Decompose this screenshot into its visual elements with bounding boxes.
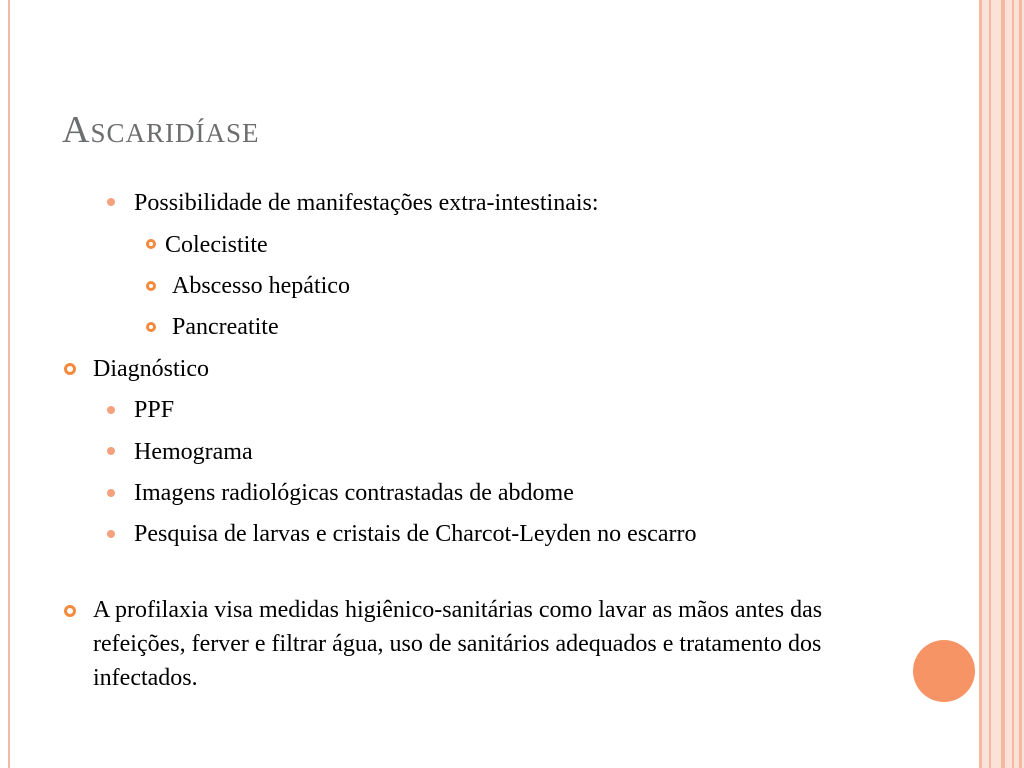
decorative-orange-circle: [913, 640, 975, 702]
bullet-ring-icon: [64, 363, 76, 375]
bullet-dot-icon: [107, 489, 115, 497]
right-stripe: [1001, 0, 1005, 768]
right-stripe: [979, 0, 982, 768]
bullet-ring-icon: [64, 605, 76, 617]
right-stripe: [1012, 0, 1014, 768]
list-item: Hemograma: [134, 439, 253, 465]
slide-title: Ascaridíase: [62, 109, 260, 151]
bullet-dot-icon: [107, 198, 115, 206]
bullet-dot-icon: [107, 406, 115, 414]
frame-left-line: [8, 0, 10, 768]
list-item: Possibilidade de manifestações extra-intestinais:: [134, 190, 599, 216]
bullet-ring-icon: [146, 281, 156, 291]
bullet-dot-icon: [107, 530, 115, 538]
list-item: Pesquisa de larvas e cristais de Charcot-Leyden no escarro: [134, 521, 697, 547]
bullet-ring-icon: [146, 239, 156, 249]
list-item: Imagens radiológicas contrastadas de abdome: [134, 480, 574, 506]
bullet-ring-icon: [146, 322, 156, 332]
list-item: Abscesso hepático: [172, 273, 350, 299]
list-item: Pancreatite: [172, 314, 279, 340]
right-stripe: [989, 0, 991, 768]
right-stripe: [1019, 0, 1022, 768]
bullet-dot-icon: [107, 447, 115, 455]
list-item: A profilaxia visa medidas higiênico-sanitárias como lavar as mãos antes das refeições, ferver e filtrar água, uso de sanitários adequados e tratamento dos infectados.: [93, 597, 823, 691]
list-item: Diagnóstico: [93, 356, 209, 382]
list-item: PPF: [134, 397, 175, 423]
list-item: Colecistite: [165, 232, 268, 258]
